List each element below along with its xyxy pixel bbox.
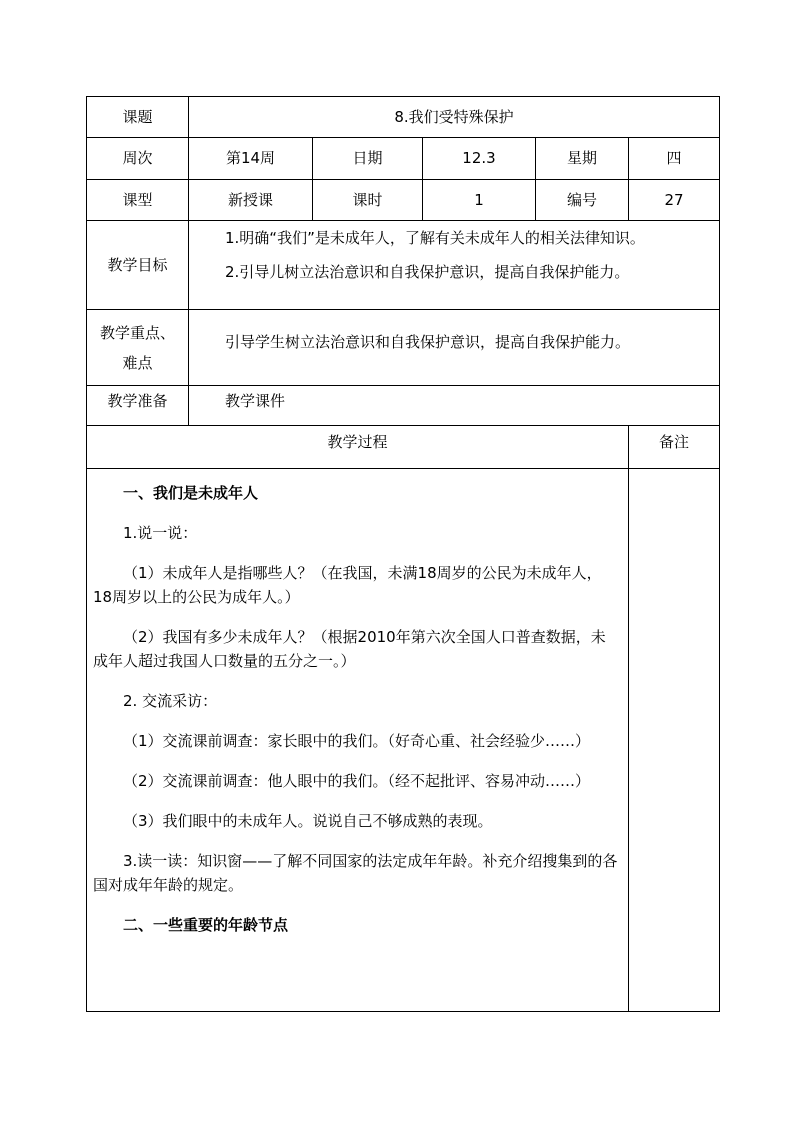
notes-content [629, 469, 720, 1012]
preparation-value: 教学课件 [189, 386, 720, 426]
key-points-row [87, 310, 720, 386]
number-label: 编号 [536, 180, 629, 221]
process-line: 1.说一说： [123, 524, 198, 542]
hours-label: 课时 [313, 180, 423, 221]
weekday-value: 四 [629, 138, 720, 180]
key-points-label [87, 310, 189, 386]
process-header-row [87, 426, 720, 469]
week-value: 第14周 [189, 138, 313, 180]
process-content [87, 469, 629, 1012]
section-heading: 二、一些重要的年龄节点 [123, 916, 289, 934]
objective-item: 1.明确“我们”是未成年人，了解有关未成年人的相关法律知识。 [225, 229, 645, 247]
type-row [87, 180, 720, 221]
hours-value: 1 [423, 180, 536, 221]
topic-row [87, 97, 720, 138]
topic-label: 课题 [87, 97, 189, 138]
topic-value: 8.我们受特殊保护 [189, 97, 720, 138]
date-value: 12.3 [423, 138, 536, 180]
type-label: 课型 [87, 180, 189, 221]
type-value: 新授课 [189, 180, 313, 221]
week-row [87, 138, 720, 180]
key-points-value: 引导学生树立法治意识和自我保护意识，提高自我保护能力。 [189, 310, 720, 386]
objectives-content [189, 221, 720, 310]
objective-item: 2.引导儿树立法治意识和自我保护意识，提高自我保护能力。 [225, 263, 630, 281]
process-line: （1）交流课前调查：家长眼中的我们。（好奇心重、社会经验少……） [123, 732, 591, 750]
notes-label: 备注 [629, 426, 720, 469]
preparation-row [87, 386, 720, 426]
section-heading: 一、我们是未成年人 [123, 484, 259, 502]
key-points-label-line1: 教学重点、 [99, 323, 175, 342]
process-line: （2）交流课前调查：他人眼中的我们。（经不起批评、容易冲动……） [123, 772, 591, 790]
preparation-label: 教学准备 [87, 386, 189, 426]
process-line: （1）未成年人是指哪些人？（在我国，未满18周岁的公民为未成年人，18周岁以上的公民为成年人。） [93, 564, 602, 606]
process-label: 教学过程 [87, 426, 629, 469]
number-value: 27 [629, 180, 720, 221]
process-line: （2）我国有多少未成年人？（根据2010年第六次全国人口普查数据，未成年人超过我国人口数量的五分之一。） [93, 628, 606, 670]
process-line: （3）我们眼中的未成年人。说说自己不够成熟的表现。 [123, 812, 493, 830]
process-body-row [87, 469, 720, 1012]
process-line: 2. 交流采访： [123, 692, 218, 710]
weekday-label: 星期 [536, 138, 629, 180]
date-label: 日期 [313, 138, 423, 180]
objectives-row [87, 221, 720, 310]
key-points-label-line2: 难点 [122, 353, 153, 372]
process-line: 3.读一读：知识窗——了解不同国家的法定成年年龄。补充介绍搜集到的各国对成年年龄的规定。 [93, 852, 618, 894]
lesson-plan-table [86, 96, 720, 1012]
objectives-label: 教学目标 [87, 221, 189, 310]
week-label: 周次 [87, 138, 189, 180]
